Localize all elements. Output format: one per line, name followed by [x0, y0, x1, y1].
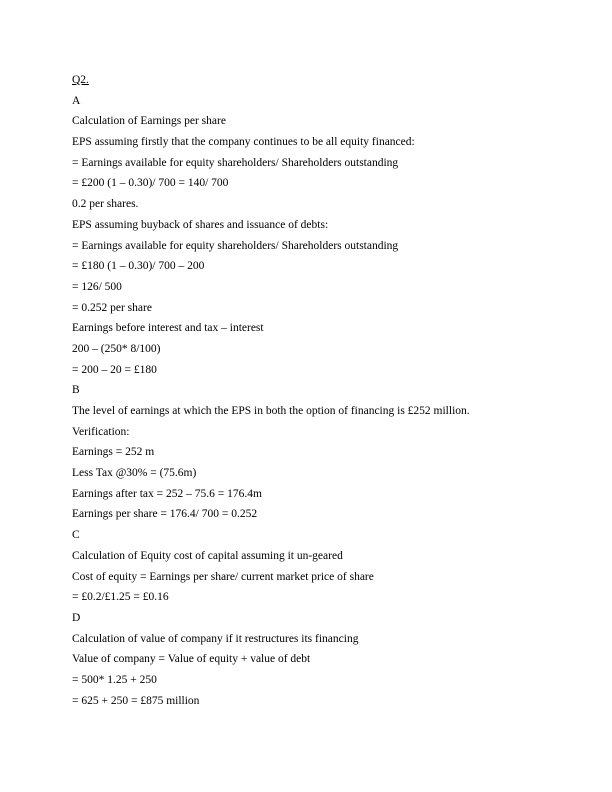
- text-line: = 0.252 per share: [72, 301, 152, 314]
- text-line: = 126/ 500: [72, 280, 122, 293]
- text-line: EPS assuming buyback of shares and issuance of debts:: [72, 218, 329, 231]
- text-line: 200 – (250* 8/100): [72, 342, 161, 355]
- section-label-c: C: [72, 529, 80, 542]
- text-line: Earnings = 252 m: [72, 446, 155, 459]
- text-line: Earnings per share = 176.4/ 700 = 0.252: [72, 508, 258, 521]
- text-line: = £0.2/£1.25 = £0.16: [72, 591, 169, 604]
- text-line: = Earnings available for equity shareholders/ Shareholders outstanding: [72, 156, 399, 169]
- text-line: = 200 – 20 = £180: [72, 363, 157, 376]
- text-line: Calculation of value of company if it restructures its financing: [72, 632, 359, 645]
- text-line: 0.2 per shares.: [72, 198, 139, 211]
- text-line: Calculation of Equity cost of capital assuming it un-geared: [72, 549, 343, 562]
- question-heading: Q2.: [72, 74, 89, 86]
- text-line: Earnings after tax = 252 – 75.6 = 176.4m: [72, 487, 262, 500]
- text-line: = Earnings available for equity shareholders/ Shareholders outstanding: [72, 239, 399, 252]
- text-line: = 500* 1.25 + 250: [72, 673, 157, 686]
- text-line: = 625 + 250 = £875 million: [72, 694, 200, 707]
- section-label-b: B: [72, 384, 80, 397]
- text-line: Earnings before interest and tax – interest: [72, 322, 264, 335]
- document-body: [72, 70, 542, 711]
- text-line: Calculation of Earnings per share: [72, 115, 226, 128]
- text-line: = £180 (1 – 0.30)/ 700 – 200: [72, 260, 205, 273]
- section-label-d: D: [72, 611, 81, 624]
- text-line: Value of company = Value of equity + value of debt: [72, 653, 311, 666]
- text-line: The level of earnings at which the EPS in both the option of financing is £252 million.: [72, 405, 470, 417]
- text-line: = £200 (1 – 0.30)/ 700 = 140/ 700: [72, 177, 229, 190]
- text-line: Less Tax @30% = (75.6m): [72, 467, 197, 480]
- text-line: Verification:: [72, 425, 130, 438]
- text-line: EPS assuming firstly that the company continues to be all equity financed:: [72, 136, 415, 149]
- section-label-a: A: [72, 94, 81, 107]
- text-line: Cost of equity = Earnings per share/ current market price of share: [72, 570, 374, 583]
